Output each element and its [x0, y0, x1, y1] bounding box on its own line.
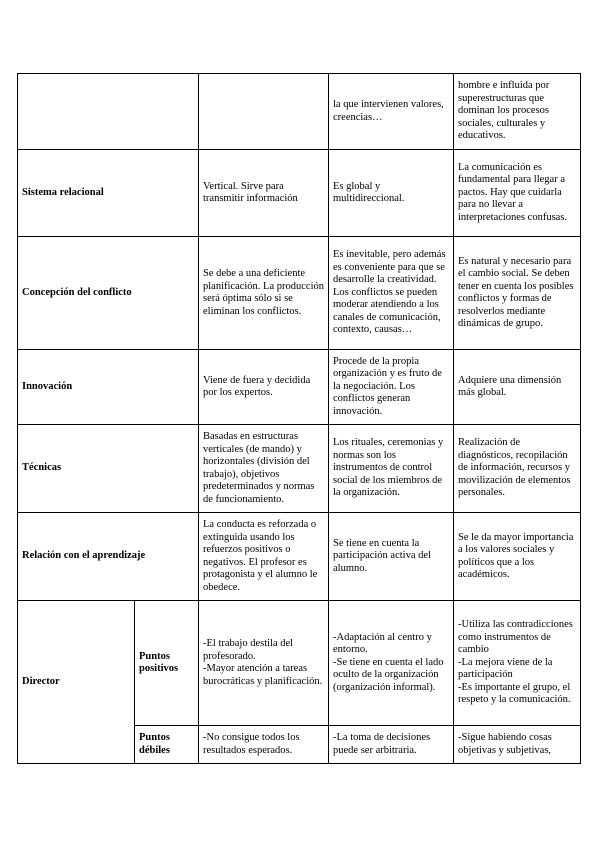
table-cell: Vertical. Sirve para transmitir información [199, 150, 329, 237]
subrow-label: Puntos positivos [135, 601, 199, 726]
table-row [18, 425, 581, 513]
table-cell: La conducta es reforzada o extinguida usando los refuerzos positivos o negativos. El profesor es protagonista y el alumno le obedece. [199, 513, 329, 601]
comparison-table [17, 73, 581, 764]
table-cell: Procede de la propia organización y es fruto de la negociación. Los conflictos generan innovación. [329, 350, 454, 425]
row-label: Técnicas [18, 425, 199, 513]
table-cell [199, 74, 329, 150]
table-cell: la que intervienen valores, creencias… [329, 74, 454, 150]
row-label: Concepción del conflicto [18, 237, 199, 350]
row-label: Relación con el aprendizaje [18, 513, 199, 601]
table-row [18, 350, 581, 425]
table-cell: Basadas en estructuras verticales (de mando) y horizontales (división del trabajo), objetivos predeterminados y normas de funcionamiento. [199, 425, 329, 513]
table-cell: Se debe a una deficiente planificación. La producción será óptima sólo si se eliminan los conflictos. [199, 237, 329, 350]
table-row [18, 74, 581, 150]
table-row [18, 150, 581, 237]
table-cell: Realización de diagnósticos, recopilación de información, recursos y movilización de elementos personales. [454, 425, 581, 513]
table-cell: -La toma de decisiones puede ser arbitraria. [329, 726, 454, 764]
table-row [18, 513, 581, 601]
table-cell: Viene de fuera y decidida por los expertos. [199, 350, 329, 425]
table-cell: Se tiene en cuenta la participación activa del alumno. [329, 513, 454, 601]
row-label [18, 74, 199, 150]
table-cell: Se le da mayor importancia a los valores sociales y políticos que a los académicos. [454, 513, 581, 601]
table-cell: -Adaptación al centro y entorno. -Se tiene en cuenta el lado oculto de la organización (organización informal). [329, 601, 454, 726]
subrow-label: Puntos débiles [135, 726, 199, 764]
row-label: Sistema relacional [18, 150, 199, 237]
table-cell: Adquiere una dimensión más global. [454, 350, 581, 425]
table-cell: -El trabajo destila del profesorado. -Mayor atención a tareas burocráticas y planificación. [199, 601, 329, 726]
table-cell: -No consigue todos los resultados esperados. [199, 726, 329, 764]
table-cell: Es inevitable, pero además es conveniente para que se desarrolle la creatividad. Los conflictos se pueden moderar atendiendo a los canales de comunicación, contexto, causas… [329, 237, 454, 350]
table-cell: hombre e influida por superestructuras que dominan los procesos sociales, culturales y educativos. [454, 74, 581, 150]
table-cell: -Sigue habiendo cosas objetivas y subjetivas, [454, 726, 581, 764]
table-cell: -Utiliza las contradicciones como instrumentos de cambio -La mejora viene de la participación -Es importante el grupo, el respeto y la comunicación. [454, 601, 581, 726]
table-cell: Los rituales, ceremonias y normas son los instrumentos de control social de los miembros de la organización. [329, 425, 454, 513]
table-row [18, 601, 581, 726]
table-cell: La comunicación es fundamental para llegar a pactos. Hay que cuidarla para no llevar a interpretaciones confusas. [454, 150, 581, 237]
table-cell: Es global y multidireccional. [329, 150, 454, 237]
row-label-director: Director [18, 601, 135, 764]
table-cell: Es natural y necesario para el cambio social. Se deben tener en cuenta los posibles conflictos y formas de resolverlos mediante dinámicas de grupo. [454, 237, 581, 350]
table-row [18, 237, 581, 350]
row-label: Innovación [18, 350, 199, 425]
